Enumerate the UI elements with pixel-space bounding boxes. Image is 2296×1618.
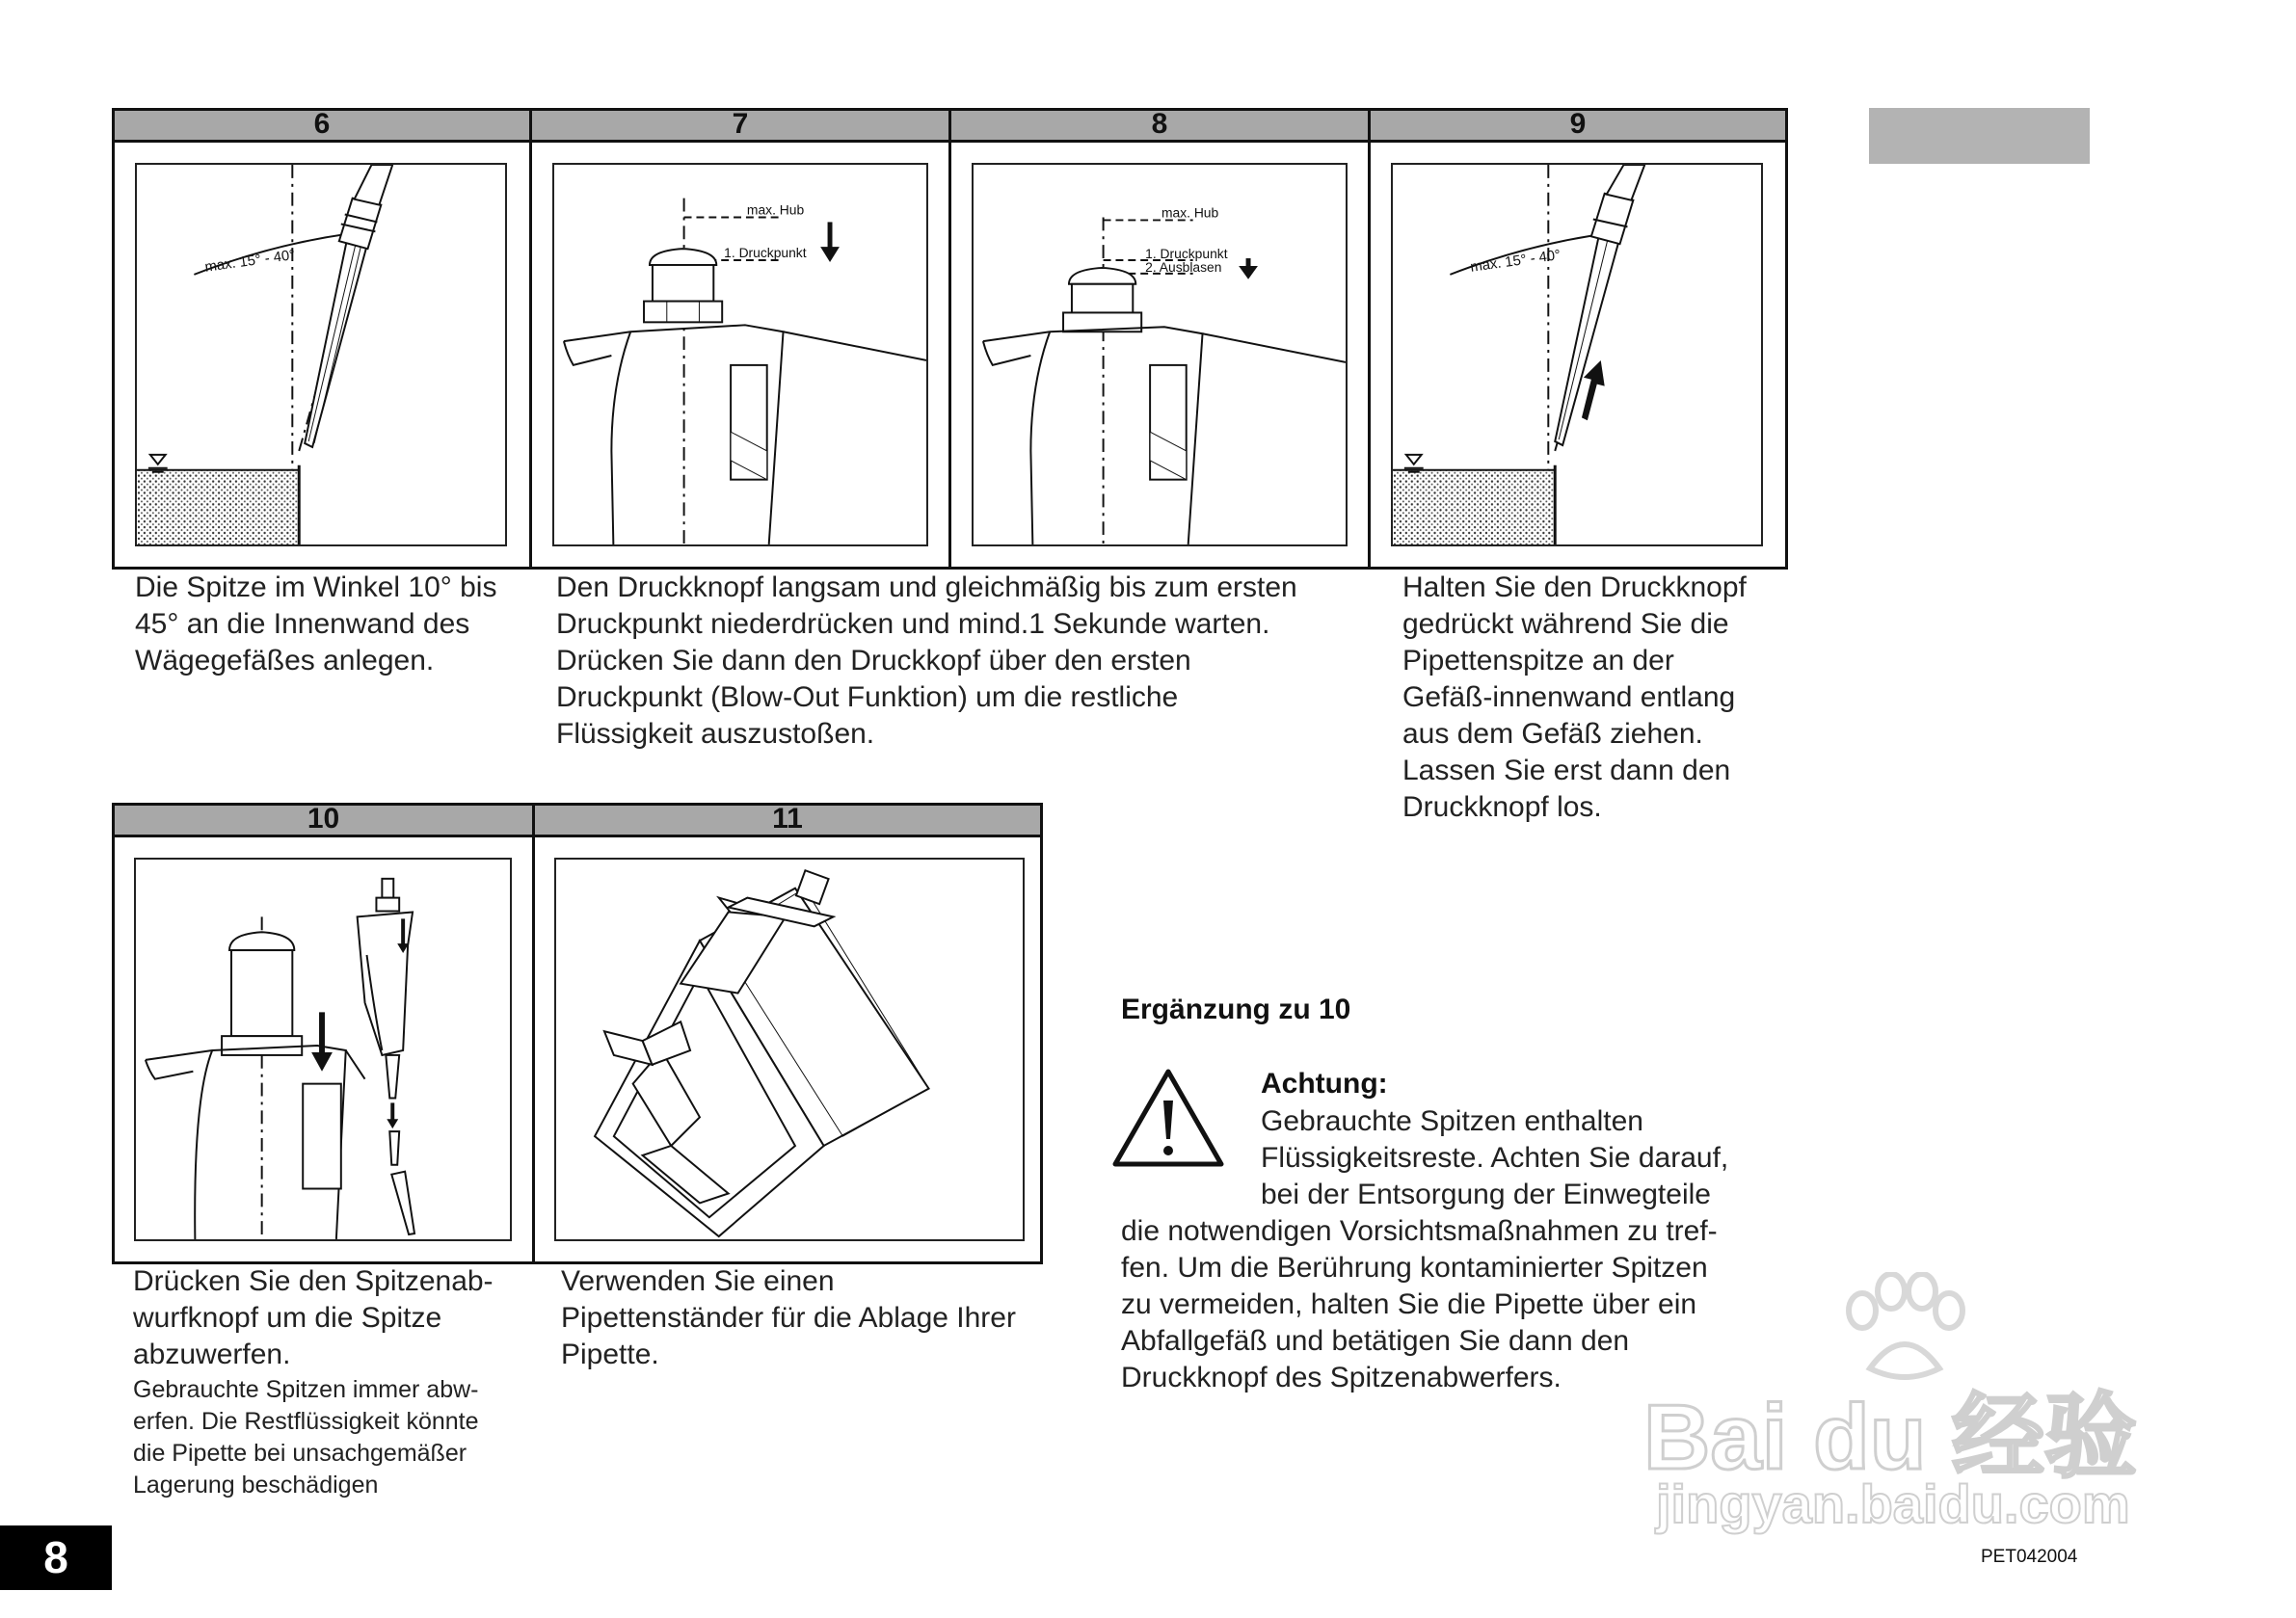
figure-panel-9 <box>1368 140 1788 570</box>
caption-step-7-8: Den Druckknopf langsam und gleichmäßig bis zum ersten Druckpunkt niederdrücken und mind.1 Sekunde warten. Drücken Sie dann den Druckkopf über den ersten Druckpunkt (Blow-Out Funktion) um die restliche Flüssigkeit auszustoßen. <box>556 571 1297 750</box>
step-header-8: 8 <box>948 108 1371 143</box>
first-stop-label: 1. Druckpunkt <box>1145 246 1228 262</box>
figure-6 <box>135 163 507 546</box>
warning-text: die notwendigen Vorsichtsmaßnahmen zu tref- fen. Um die Berührung kontaminierter Spitzen zu vermeiden, halten Sie die Pipette über ein Abfallgefäß und betätigen Sie dann den Druckknopf des Spitzenabwerfers. <box>1121 1215 1718 1393</box>
caption-step-11: Verwenden Sie einen Pipettenständer für die Ablage Ihrer Pipette. <box>561 1265 1016 1370</box>
watermark-brand: Bai du 经验 <box>1643 1386 2138 1489</box>
figure-11 <box>554 858 1025 1241</box>
pipette-stand-illustration <box>556 860 1023 1239</box>
figure-8 <box>972 163 1348 546</box>
caption-step-6: Die Spitze im Winkel 10° bis 45° an die Innenwand des Wägegefäßes anlegen. <box>135 571 497 676</box>
document-code: PET042004 <box>1981 1547 2078 1567</box>
step-header-10: 10 <box>112 803 535 837</box>
supplement-title: Ergänzung zu 10 <box>1121 994 1351 1025</box>
angle-label: max. 15° - 40° <box>203 247 297 276</box>
tip-ejection-illustration <box>136 860 510 1239</box>
figure-panel-11 <box>532 835 1043 1264</box>
max-hub-label: max. Hub <box>1161 204 1219 221</box>
caption-step-10-note: Gebrauchte Spitzen immer abw- erfen. Die Restflüssigkeit könnte die Pipette bei unsachgemäßer Lagerung beschädigen <box>133 1376 479 1499</box>
step-header-7: 7 <box>529 108 951 143</box>
page-number: 8 <box>0 1525 112 1590</box>
blowout-label: 2. Ausblasen <box>1145 258 1222 275</box>
step-header-6: 6 <box>112 108 532 143</box>
figure-9 <box>1391 163 1763 546</box>
watermark <box>1639 1272 2178 1561</box>
warning-text-indented: Gebrauchte Spitzen enthalten Flüssigkeitsreste. Achten Sie darauf, bei der Entsorgung der Einwegteile <box>1261 1105 1729 1210</box>
tip-angle-illustration <box>137 165 505 544</box>
figure-panel-10 <box>112 835 535 1264</box>
plunger-first-stop-illustration <box>554 165 926 544</box>
caption-step-9: Halten Sie den Druckknopf gedrückt während Sie die Pipettenspitze an der Gefäß-innenwand entlang aus dem Gefäß ziehen. Lassen Sie erst dann den Druckknopf los. <box>1402 571 1747 823</box>
watermark-url: jingyan.baidu.com <box>1656 1473 2130 1534</box>
max-hub-label: max. Hub <box>746 201 805 218</box>
warning-title: Achtung: <box>1261 1068 1388 1100</box>
angle-label: max. 15° - 40° <box>1469 247 1562 276</box>
figure-7 <box>552 163 928 546</box>
figure-panel-6 <box>112 140 532 570</box>
section-tab <box>1869 108 2090 164</box>
figure-10 <box>134 858 512 1241</box>
step-header-11: 11 <box>532 803 1043 837</box>
figure-panel-8 <box>948 140 1371 570</box>
step-header-9: 9 <box>1368 108 1788 143</box>
first-stop-label: 1. Druckpunkt <box>724 245 807 261</box>
caption-step-10: Drücken Sie den Spitzenab- wurfknopf um die Spitze abzuwerfen. <box>133 1265 494 1370</box>
figure-panel-7 <box>529 140 951 570</box>
warning-triangle-icon <box>1111 1068 1225 1168</box>
tip-withdraw-illustration <box>1393 165 1761 544</box>
plunger-blowout-illustration <box>974 165 1346 544</box>
